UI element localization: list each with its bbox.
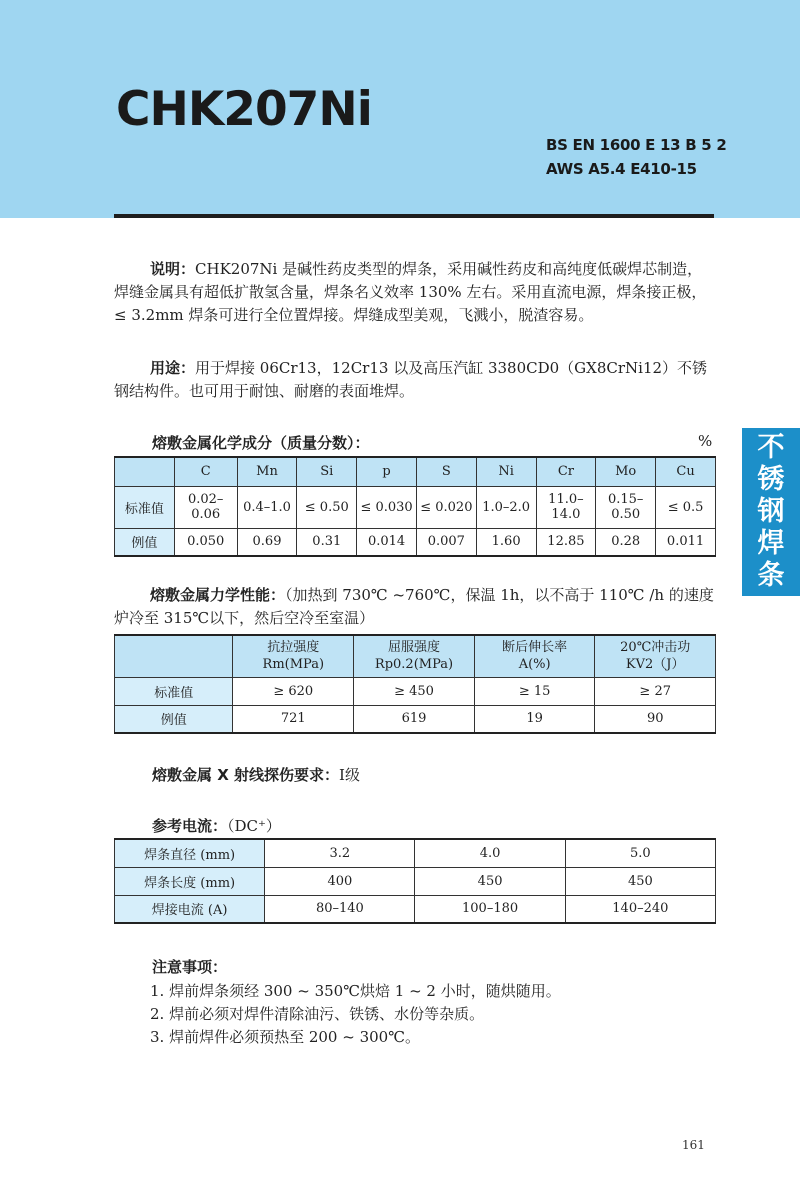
chem-heading: 熔敷金属化学成分（质量分数）： xyxy=(152,434,370,452)
chem-cell: ≤ 0.020 xyxy=(416,486,476,528)
current-cell: 450 xyxy=(415,867,565,895)
chem-cell: 0.31 xyxy=(297,528,357,556)
header-divider xyxy=(114,214,714,218)
chem-row-label: 标准值 xyxy=(115,486,175,528)
chem-header-cell: Mn xyxy=(237,457,297,486)
chem-header-cell: Si xyxy=(297,457,357,486)
xray-value: Ⅰ级 xyxy=(339,766,360,784)
mech-header-line1: 抗拉强度 xyxy=(267,640,320,656)
current-cell: 400 xyxy=(265,867,415,895)
chem-header-cell: S xyxy=(416,457,476,486)
mech-cell: 619 xyxy=(354,705,475,733)
chem-cell: 11.0– 14.0 xyxy=(536,486,596,528)
mech-header-cell xyxy=(354,635,475,677)
current-cell: 100–180 xyxy=(415,895,565,923)
chem-cell: 1.0–2.0 xyxy=(476,486,536,528)
mech-heading: 熔敷金属力学性能： xyxy=(150,586,286,604)
standard-bs-en: BS EN 1600 E 13 B 5 2 xyxy=(546,136,727,154)
chem-cell: 0.69 xyxy=(237,528,297,556)
description-text: CHK207Ni 是碱性药皮类型的焊条，采用碱性药皮和高纯度低碳焊芯制造，焊缝金属具有超低扩散氢含量，焊条名义效率 130% 左右。采用直流电源，焊条接正极，≤ 3.2mm 焊条可进行全位置焊接。焊缝成型美观，飞溅小，脱渣容易。 xyxy=(114,260,707,324)
mech-cell: ≥ 27 xyxy=(595,677,716,705)
notes-heading: 注意事项： xyxy=(152,958,228,976)
mech-example-row xyxy=(115,705,716,733)
mech-header-cell xyxy=(233,635,354,677)
chem-cell: 12.85 xyxy=(536,528,596,556)
usage-label: 用途： xyxy=(150,359,196,377)
usage-paragraph xyxy=(114,357,716,403)
mech-header-line1: 屈服强度 xyxy=(388,640,441,656)
chem-cell: ≤ 0.5 xyxy=(656,486,716,528)
current-cell: 80–140 xyxy=(265,895,415,923)
mech-header-line2: Rp0.2(MPa) xyxy=(374,657,454,673)
mech-header-row xyxy=(115,635,716,677)
current-row xyxy=(115,867,716,895)
description-label: 说明： xyxy=(150,260,196,278)
mech-cell: 721 xyxy=(233,705,354,733)
mech-row-label: 例值 xyxy=(115,705,233,733)
chem-cell: 1.60 xyxy=(476,528,536,556)
mech-cell: ≥ 620 xyxy=(233,677,354,705)
xray-line xyxy=(152,764,360,785)
note-item: 2. 焊前必须对焊件清除油污、铁锈、水份等杂质。 xyxy=(150,1005,485,1023)
current-cell: 3.2 xyxy=(265,839,415,867)
chem-cell: 0.28 xyxy=(596,528,656,556)
current-label: 参考电流： xyxy=(152,817,228,835)
chem-cell: ≤ 0.030 xyxy=(357,486,417,528)
chem-header-cell: Cr xyxy=(536,457,596,486)
mech-cell: 19 xyxy=(474,705,595,733)
current-cell: 450 xyxy=(565,867,715,895)
chem-table xyxy=(114,456,716,557)
current-table xyxy=(114,838,716,924)
mech-standard-row xyxy=(115,677,716,705)
side-tab-char: 条 xyxy=(757,560,785,591)
chem-cell: 0.014 xyxy=(357,528,417,556)
notes-list xyxy=(150,980,710,1049)
chem-header-row xyxy=(115,457,716,486)
chem-header-cell: Cu xyxy=(656,457,716,486)
description-paragraph xyxy=(114,258,716,327)
mech-row-label: 标准值 xyxy=(115,677,233,705)
page-number: 161 xyxy=(682,1138,705,1152)
mech-header-line2: A(%) xyxy=(518,657,551,673)
chem-cell: ≤ 0.50 xyxy=(297,486,357,528)
current-row xyxy=(115,839,716,867)
chem-header-cell: C xyxy=(174,457,237,486)
mech-cell: ≥ 15 xyxy=(474,677,595,705)
current-line xyxy=(152,815,281,836)
current-row-label: 焊条直径 (mm) xyxy=(115,839,265,867)
chem-cell: 0.4–1.0 xyxy=(237,486,297,528)
current-row xyxy=(115,895,716,923)
usage-text: 用于焊接 06Cr13，12Cr13 以及高压汽缸 3380CD0（GX8CrNi12）不锈钢结构件。也可用于耐蚀、耐磨的表面堆焊。 xyxy=(114,359,708,400)
note-item: 1. 焊前焊条须经 300 ~ 350℃烘焙 1 ~ 2 小时，随烘随用。 xyxy=(150,982,561,1000)
mech-cell: ≥ 450 xyxy=(354,677,475,705)
page-title: CHK207Ni xyxy=(116,82,372,137)
mech-header-line1: 断后伸长率 xyxy=(502,640,568,656)
current-cell: 4.0 xyxy=(415,839,565,867)
current-row-label: 焊接电流 (A) xyxy=(115,895,265,923)
chem-standard-row xyxy=(115,486,716,528)
mech-header-cell xyxy=(595,635,716,677)
chem-header-cell xyxy=(115,457,175,486)
mech-header-line2: Rm(MPa) xyxy=(262,657,325,673)
chem-cell: 0.02– 0.06 xyxy=(174,486,237,528)
current-type: （DC⁺） xyxy=(227,817,281,835)
note-item: 3. 焊前焊件必须预热至 200 ~ 300℃。 xyxy=(150,1028,420,1046)
mech-header-empty xyxy=(115,635,233,677)
category-side-tab xyxy=(742,428,800,596)
side-tab-char: 焊 xyxy=(757,528,785,559)
chem-header-cell: Mo xyxy=(596,457,656,486)
standard-aws: AWS A5.4 E410-15 xyxy=(546,160,697,178)
side-tab-char: 不 xyxy=(757,432,785,463)
mech-cell: 90 xyxy=(595,705,716,733)
chem-cell: 0.007 xyxy=(416,528,476,556)
chem-header-cell: Ni xyxy=(476,457,536,486)
chem-example-row xyxy=(115,528,716,556)
chem-cell: 0.050 xyxy=(174,528,237,556)
mech-table xyxy=(114,634,716,734)
chem-row-label: 例值 xyxy=(115,528,175,556)
side-tab-char: 锈 xyxy=(757,464,785,495)
current-cell: 140–240 xyxy=(565,895,715,923)
mech-heading-paragraph xyxy=(114,584,716,630)
side-tab-char: 钢 xyxy=(757,496,785,527)
mech-condition: （加热到 730℃ ~760℃，保温 1h，以不高于 110℃ /h 的速度炉冷至 315℃以下，然后空冷至室温） xyxy=(114,586,714,627)
chem-unit: % xyxy=(698,432,713,450)
mech-header-line2: KV2（J） xyxy=(625,657,685,673)
mech-header-cell xyxy=(474,635,595,677)
current-row-label: 焊条长度 (mm) xyxy=(115,867,265,895)
chem-cell: 0.15– 0.50 xyxy=(596,486,656,528)
current-cell: 5.0 xyxy=(565,839,715,867)
xray-label: 熔敷金属 X 射线探伤要求： xyxy=(152,766,340,784)
mech-header-line1: 20℃冲击功 xyxy=(620,640,691,656)
chem-header-cell: p xyxy=(357,457,417,486)
chem-cell: 0.011 xyxy=(656,528,716,556)
